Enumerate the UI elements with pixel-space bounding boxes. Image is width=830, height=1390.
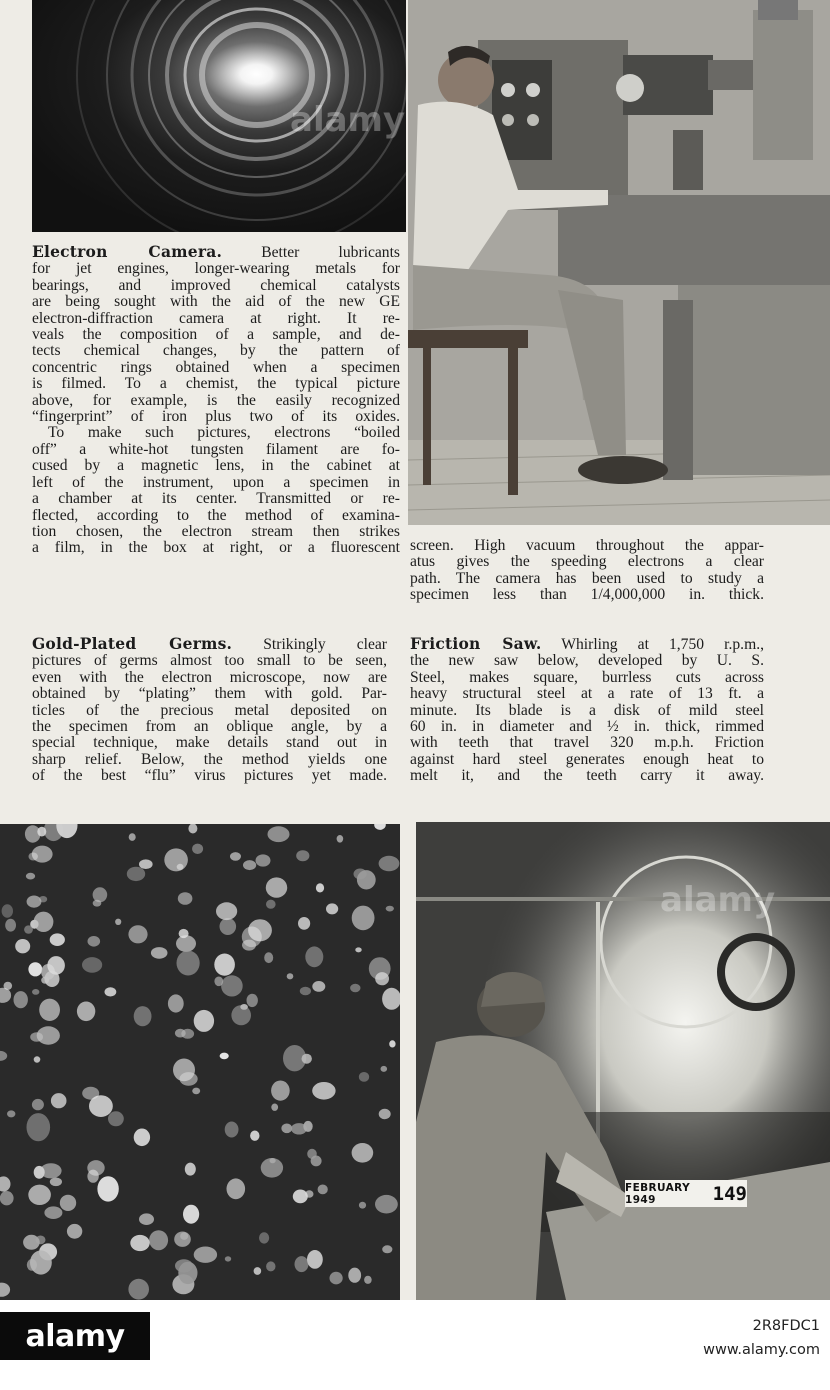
text-line: a chamber at its center. Transmitted or re- [32, 490, 400, 508]
gold-plated-germs-text [32, 636, 387, 785]
text-line: screen. High vacuum throughout the appar- [410, 537, 764, 554]
electron-camera-photo [408, 0, 830, 525]
electron-camera-heading: Electron Camera. [32, 242, 223, 261]
text-line: “fingerprint” of iron plus two of its oxides. [32, 408, 400, 426]
text-line: left of the instrument, upon a specimen in [32, 473, 400, 491]
text-line: 60 in. in diameter and ½ in. thick, rimmed [410, 718, 764, 736]
friction-saw-photo [416, 822, 830, 1300]
text-line: Strikingly clear [232, 636, 387, 653]
page-footer [625, 1180, 747, 1207]
watermark-overlay: alamy [660, 880, 776, 920]
friction-saw-text [410, 636, 764, 785]
text-line: veals the composition of a sample, and de- [32, 326, 400, 344]
stock-logo: alamy [0, 1312, 150, 1360]
friction-saw-heading: Friction Saw. [410, 634, 542, 653]
text-line: a film, in the box at right, or a fluorescent [32, 539, 400, 557]
text-line: path. The camera has been used to study a [410, 569, 764, 587]
text-line: melt it, and the teeth carry it away. [410, 767, 764, 785]
text-line: for jet engines, longer-wearing metals for [32, 260, 400, 278]
stock-url: www.alamy.com [703, 1342, 820, 1358]
text-line: cused by a magnetic lens, in the cabinet at [32, 457, 400, 475]
text-line: flected, according to the method of examina- [32, 506, 400, 524]
flu-virus-photo [0, 824, 400, 1300]
image-id: 2R8FDC1 [752, 1318, 820, 1334]
text-line: the specimen from an oblique angle, by a [32, 718, 387, 736]
text-line: atus gives the speeding electrons a clear [410, 553, 764, 571]
text-line: Better lubricants [222, 244, 401, 261]
text-line: the new saw below, developed by U. S. [410, 652, 764, 670]
text-line: against hard steel generates enough heat to [410, 750, 764, 768]
text-line: Steel, makes square, burrless cuts across [410, 668, 764, 686]
text-line: off” a white-hot tungsten filament are fo- [32, 440, 400, 458]
text-line: bearings, and improved chemical catalysts [32, 276, 400, 294]
text-line: even with the electron microscope, now are [32, 668, 387, 686]
text-line: specimen less than 1/4,000,000 in. thick. [410, 586, 764, 604]
watermark-overlay: alamy [290, 100, 406, 140]
text-line: Whirling at 1,750 r.p.m., [541, 636, 764, 653]
text-line: tion chosen, the electron stream then strikes [32, 522, 400, 540]
electron-camera-text [32, 244, 400, 557]
text-line: heavy structural steel at a rate of 13 ft. a [410, 685, 764, 703]
text-line: is filmed. To a chemist, the typical picture [32, 375, 400, 393]
text-line: sharp relief. Below, the method yields one [32, 750, 387, 768]
text-line: pictures of germs almost too small to be seen, [32, 652, 387, 670]
text-line: of the best “flu” virus pictures yet made. [32, 767, 387, 785]
text-line: obtained by “plating” them with gold. Par- [32, 685, 387, 703]
text-line: tects chemical changes, by the pattern of [32, 342, 400, 360]
text-line: To make such pictures, electrons “boiled [48, 424, 400, 442]
text-line: ticles of the precious metal deposited on [32, 701, 387, 719]
text-line: special technique, make details stand out in [32, 734, 387, 752]
issue-date: FEBRUARY 1949 [625, 1181, 691, 1206]
gold-plated-germs-heading: Gold-Plated Germs. [32, 634, 233, 653]
text-line: electron-diffraction camera at right. It re- [32, 309, 400, 327]
text-line: minute. Its blade is a disk of mild steel [410, 701, 764, 719]
text-line: concentric rings obtained when a specimen [32, 358, 400, 376]
page-number: 149 [712, 1182, 747, 1205]
text-line: with teeth that travel 320 m.p.h. Friction [410, 734, 764, 752]
text-line: are being sought with the aid of the new GE [32, 293, 400, 311]
electron-camera-continued-text [410, 538, 764, 604]
diffraction-rings-photo [32, 0, 406, 232]
text-line: above, for example, is the easily recognized [32, 391, 400, 409]
